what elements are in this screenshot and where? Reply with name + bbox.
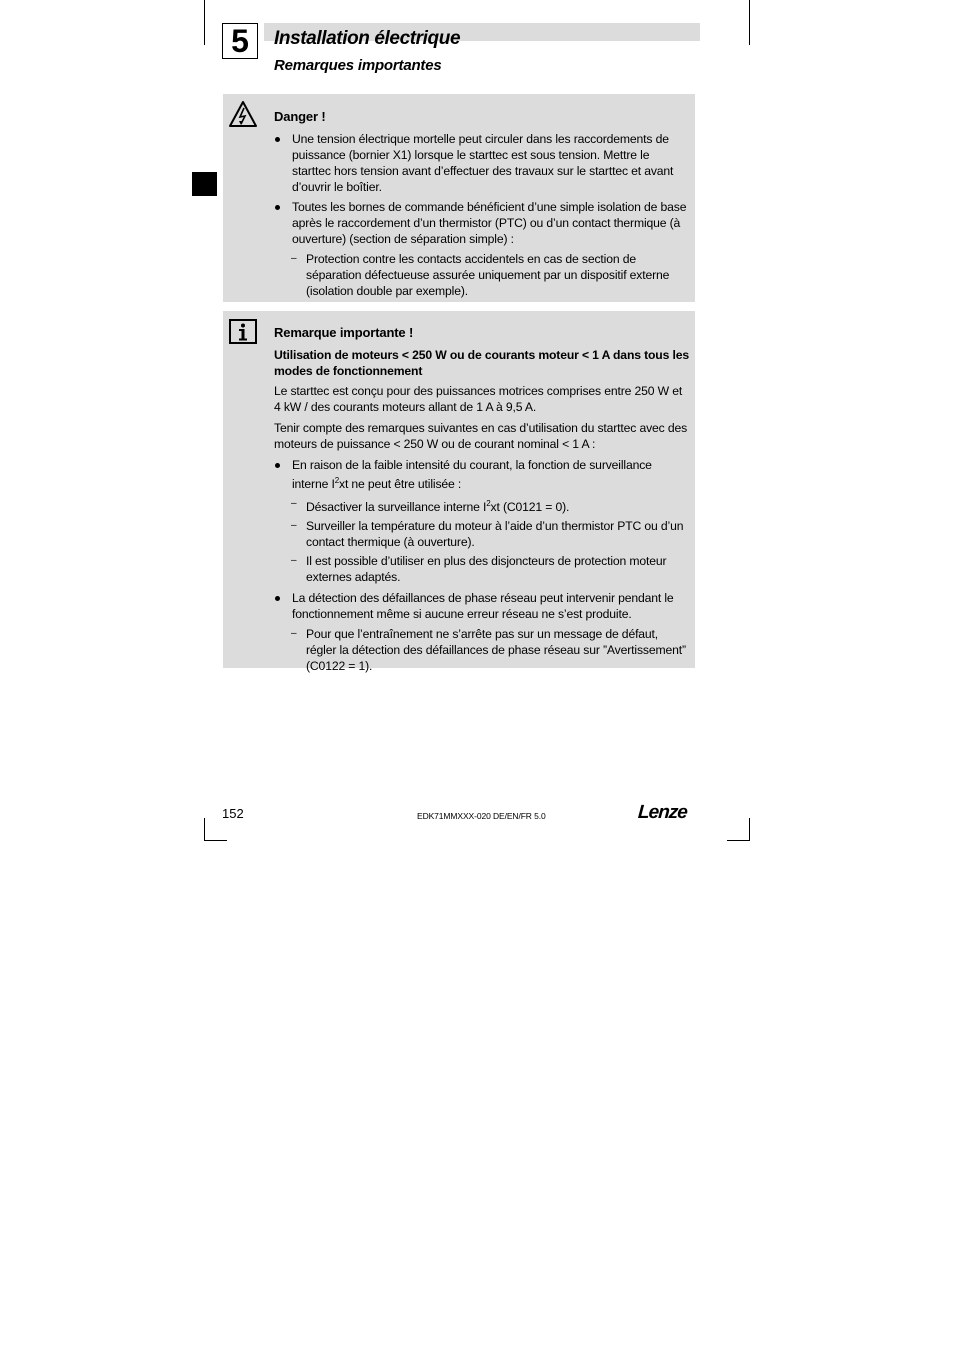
- crop-mark: [749, 0, 750, 45]
- text-segment: En raison de la faible intensité du courant, la fonction de surveillance interne I: [292, 458, 652, 492]
- info-icon: [228, 317, 258, 345]
- superscript: 2: [486, 499, 491, 509]
- text-segment: xt ne peut être utilisée :: [339, 477, 462, 492]
- danger-panel: [223, 94, 695, 302]
- danger-heading: Danger !: [274, 109, 326, 124]
- list-item: La détection des défaillances de phase réseau peut intervenir pendant le fonctionnement même si aucune erreur réseau ne s’est produite.: [274, 590, 689, 622]
- text-segment: Désactiver la surveillance interne I: [306, 500, 487, 515]
- list-item: Une tension électrique mortelle peut circuler dans les raccordements de puissance (bornier X1) lorsque le starttec est sous tension. Mettre le starttec hors tension avant d’effectuer des travaux sur le starttec et avant d’ouvrir le boîtier.: [274, 131, 689, 195]
- sub-list-item: – Surveiller la température du moteur à l’aide d’un thermistor PTC ou d’un contact thermique (à ouverture).: [274, 518, 689, 550]
- note-heading: Remarque importante !: [274, 325, 414, 340]
- crop-mark: [749, 818, 750, 841]
- document-code: EDK71MMXXX-020 DE/EN/FR 5.0: [417, 811, 546, 821]
- warning-electric-icon: [228, 100, 258, 128]
- chapter-number: 5: [222, 23, 258, 59]
- crop-mark: [727, 840, 750, 841]
- paragraph: Tenir compte des remarques suivantes en cas d’utilisation du starttec avec des moteurs de puissance < 250 W ou de courant nominal < 1 A :: [274, 421, 688, 451]
- paragraph: Le starttec est conçu pour des puissances motrices comprises entre 250 W et 4 kW / des courants moteurs allant de 1 A à 9,5 A.: [274, 384, 683, 414]
- note-panel: [223, 311, 695, 674]
- sub-list-item: [274, 496, 689, 515]
- note-subheading: Utilisation de moteurs < 250 W ou de courants moteur < 1 A dans tous les modes de fonctionnement: [274, 348, 689, 378]
- brand-logo: Lenze: [637, 802, 688, 823]
- list-item: Toutes les bornes de commande bénéficient d’une simple isolation de base après le raccordement d’un thermistor (PTC) ou d’un contact thermique (à ouverture) (section de séparation simple) :: [274, 199, 689, 247]
- page-number: 152: [222, 806, 244, 821]
- page-subtitle: Remarques importantes: [274, 57, 442, 74]
- sub-list-item: – Pour que l’entraînement ne s’arrête pas sur un message de défaut, régler la détection des défaillances de phase réseau sur ”Avertissement” (C0122 = 1).: [274, 626, 689, 674]
- superscript: 2: [334, 476, 339, 485]
- sub-list-item: – Protection contre les contacts accidentels en cas de section de séparation défectueuse assurée uniquement par un dispositif externe (isolation double par exemple).: [274, 251, 689, 299]
- list-item: [274, 457, 689, 492]
- chapter-tab-marker: [192, 172, 217, 196]
- crop-mark: [204, 840, 227, 841]
- text-segment: xt (C0121 = 0).: [490, 500, 570, 515]
- crop-mark: [204, 0, 205, 45]
- crop-mark: [204, 818, 205, 841]
- page-title: Installation électrique: [274, 28, 461, 49]
- sub-list-item: – Il est possible d’utiliser en plus des disjoncteurs de protection moteur externes adaptés.: [274, 553, 689, 585]
